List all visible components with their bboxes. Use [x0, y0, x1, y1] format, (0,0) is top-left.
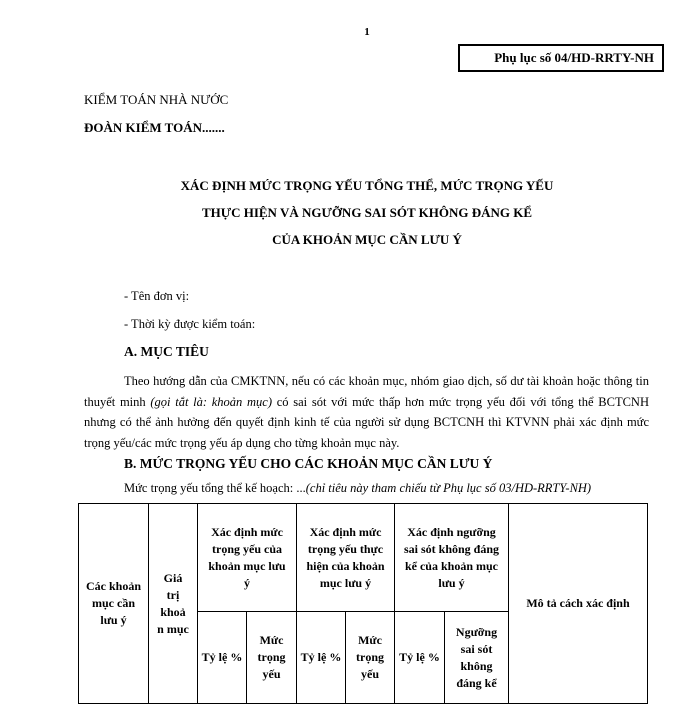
appendix-label: Phụ lục số 04/HD-RRTY-NH: [494, 50, 654, 65]
page-number: 1: [364, 26, 370, 38]
section-b-heading: B. MỨC TRỌNG YẾU CHO CÁC KHOẢN MỤC CẦN LƯU Ý: [124, 456, 493, 471]
unit-name-field: - Tên đơn vị:: [124, 289, 190, 303]
document-title-line-2: THỰC HIỆN VÀ NGƯỠNG SAI SÓT KHÔNG ĐÁNG KỂ: [201, 205, 533, 220]
org-name: KIỂM TOÁN NHÀ NƯỚC: [84, 92, 229, 107]
sub-header-rate: Tỷ lệ %: [198, 612, 247, 704]
sub-header-rate: Tỷ lệ %: [395, 612, 445, 704]
sub-header-performance-materiality: Mức trọng yếu: [346, 612, 395, 704]
document-title-line-1: XÁC ĐỊNH MỨC TRỌNG YẾU TỔNG THỂ, MỨC TRỌNG YẾU: [180, 178, 554, 193]
materiality-table: [78, 503, 648, 704]
sub-header-trivial-threshold: Ngưỡng sai sót không đáng kể: [445, 612, 509, 704]
sub-header-rate: Tỷ lệ %: [297, 612, 346, 704]
col-header-performance-materiality: Xác định mức trọng yếu thực hiện của khoản mục lưu ý: [297, 504, 395, 612]
col-header-value: Giá trị khoả n mục: [149, 504, 198, 704]
col-header-trivial-threshold: Xác định ngưỡng sai sót không đáng kể của khoản mục lưu ý: [395, 504, 509, 612]
section-a-heading: A. MỤC TIÊU: [124, 344, 209, 359]
appendix-label-box: [458, 44, 664, 72]
plan-materiality-label: Mức trọng yếu tổng thể kế hoạch: ...: [124, 481, 306, 495]
section-a-paragraph: [84, 371, 649, 453]
col-header-method: Mô tả cách xác định: [509, 504, 648, 704]
audit-period-field: - Thời kỳ được kiểm toán:: [124, 317, 256, 331]
sub-header-materiality: Mức trọng yếu: [247, 612, 297, 704]
document-title-line-3: CỦA KHOẢN MỤC CẦN LƯU Ý: [272, 232, 462, 247]
col-header-materiality: Xác định mức trọng yếu của khoản mục lưu ý: [198, 504, 297, 612]
audit-team-name: ĐOÀN KIỂM TOÁN.......: [84, 120, 225, 135]
section-a-italic: (gọi tắt là: khoản mục): [150, 394, 272, 409]
section-a-text-2: có sai sót với mức thấp hơn mức trọng yếu đối với tổng thể BCTCNH nhưng có thể ảnh hưởng đến quyết định kinh tế của người sử dụng BCTCNH thì KTVNN phải xác định mức trọng yếu/các mức trọng yếu áp dụng cho từng khoản mục này.: [84, 394, 649, 450]
plan-materiality-line: [124, 481, 591, 496]
section-a-text-1: Theo hướng dẫn của CMKTNN, nếu có các khoản mục, nhóm giao dịch, số dư tài khoản hoặc thông tin thuyết minh: [84, 374, 649, 409]
plan-materiality-ref: (chỉ tiêu này tham chiếu từ Phụ lục số 03/HD-RRTY-NH): [305, 481, 592, 495]
col-header-items: Các khoản mục cần lưu ý: [79, 504, 149, 704]
